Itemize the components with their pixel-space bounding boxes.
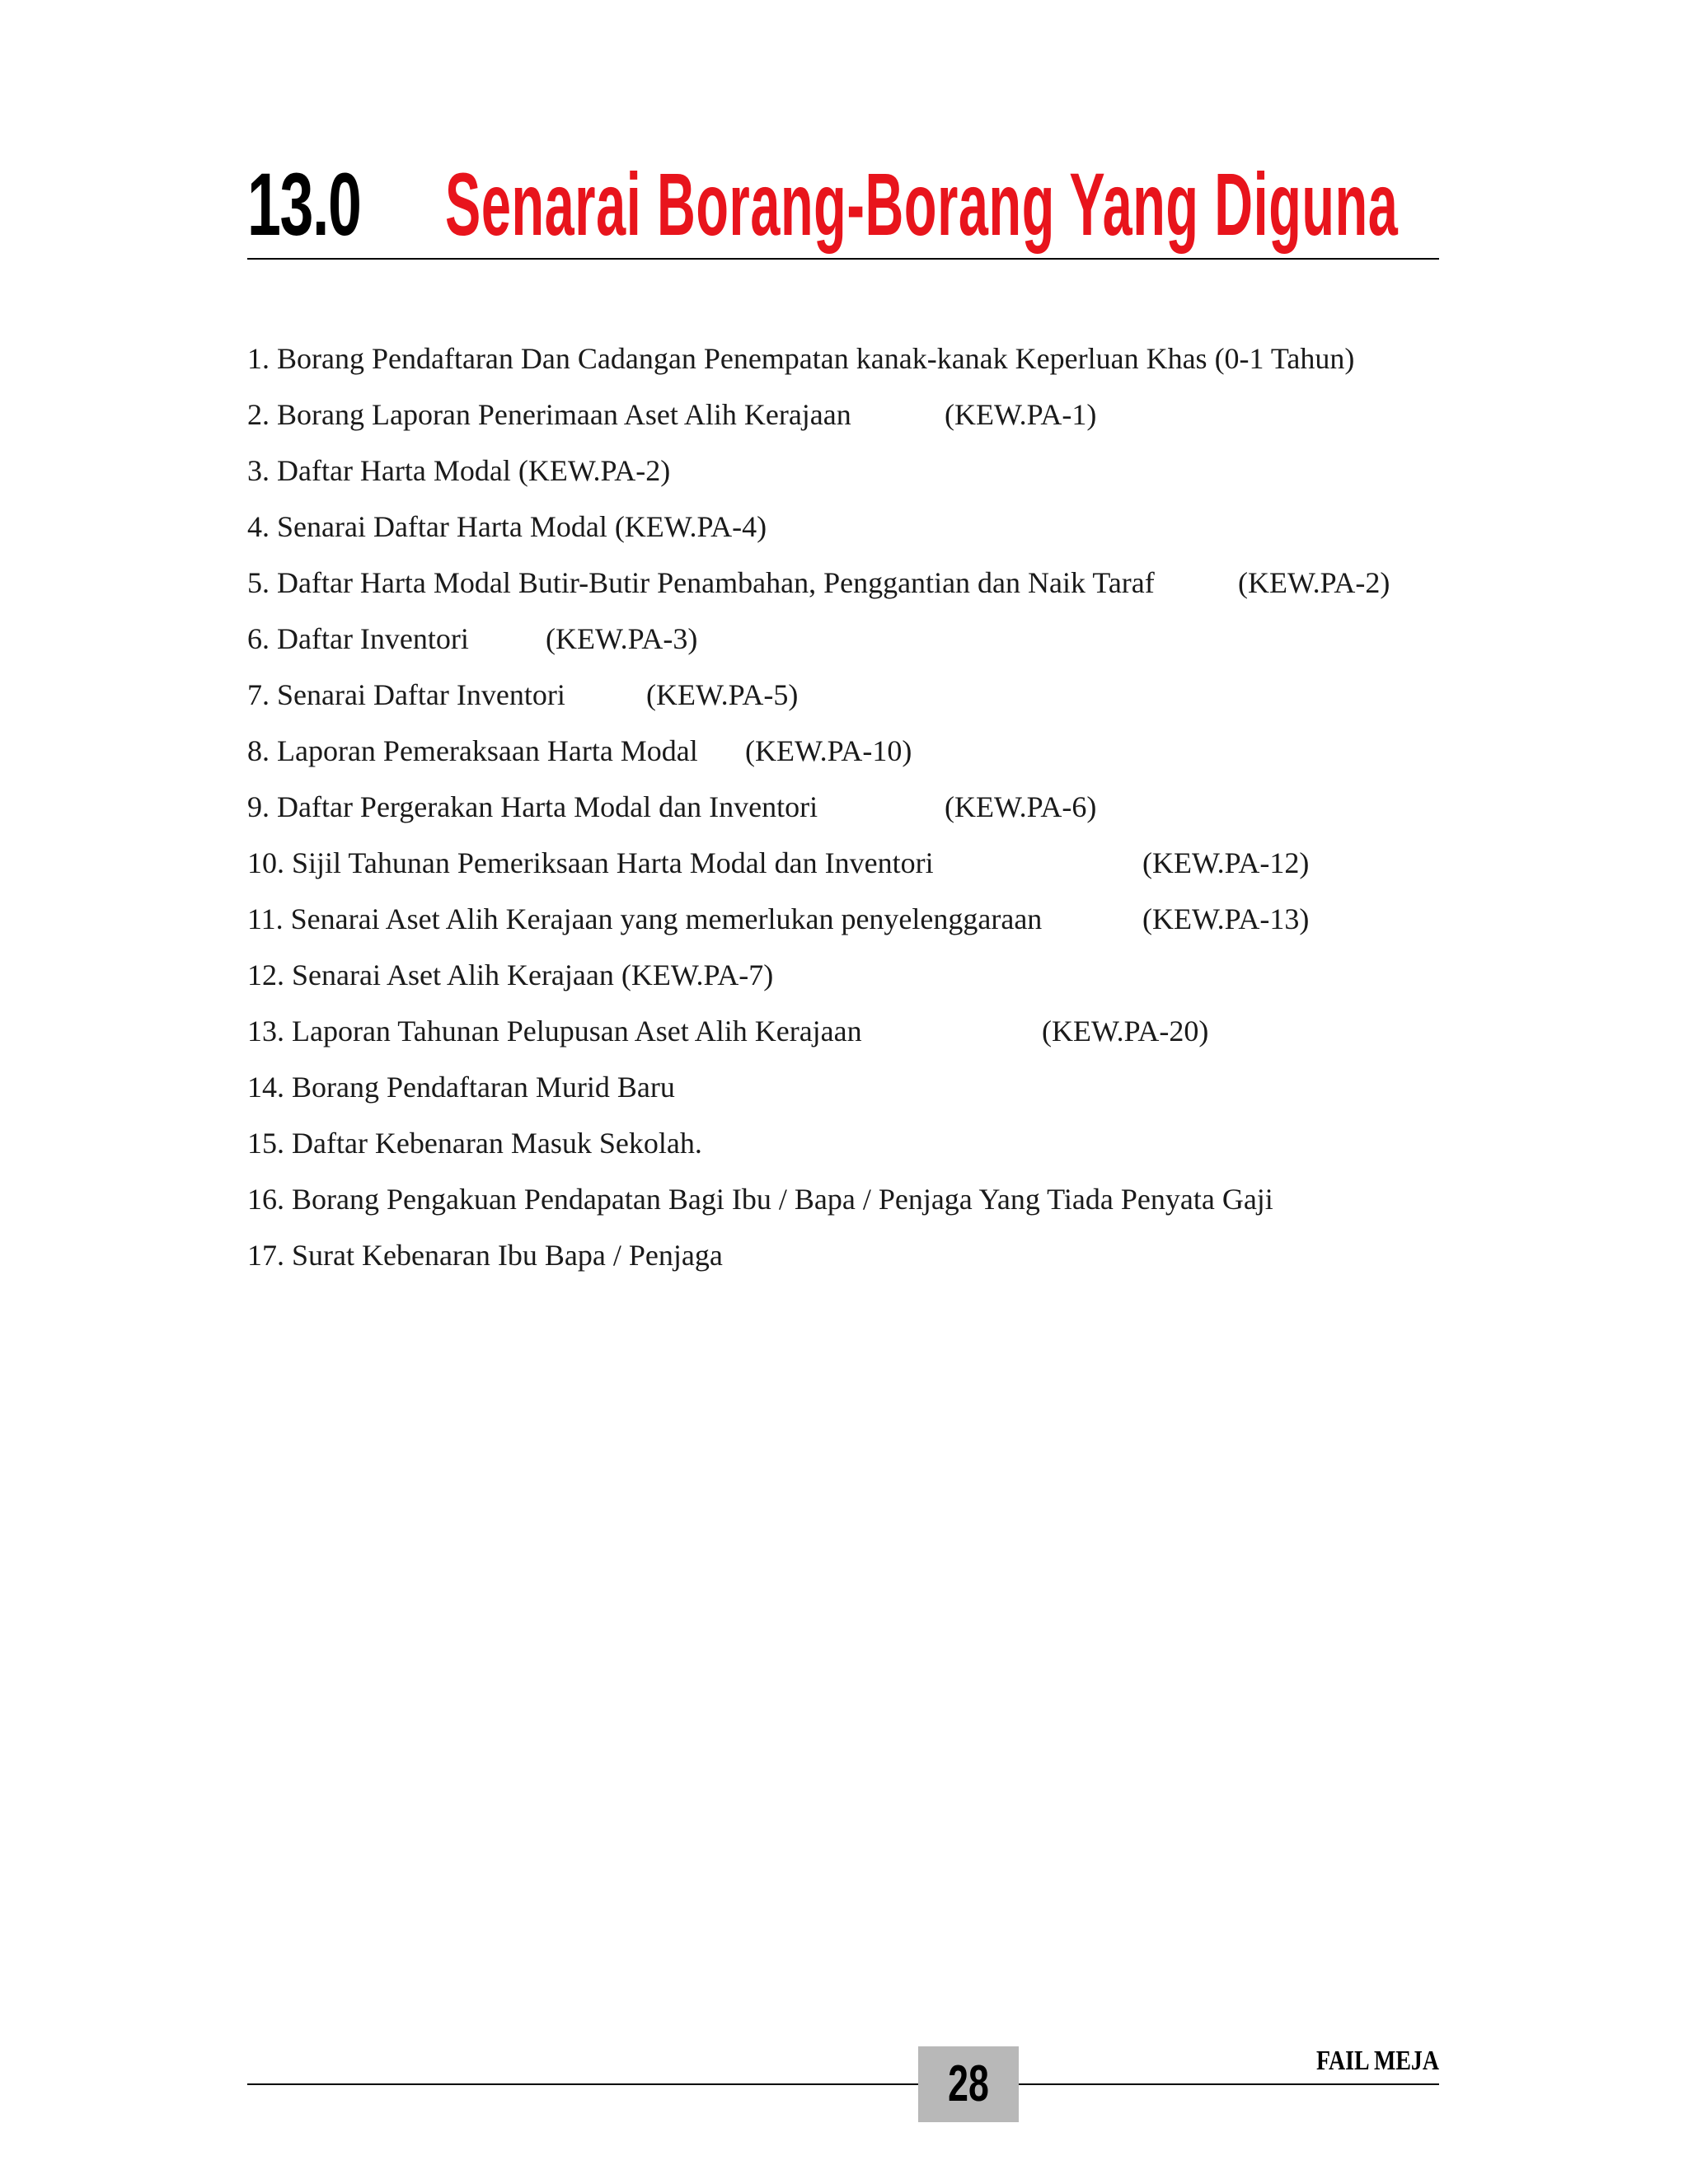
form-item-15 bbox=[247, 1118, 1451, 1174]
form-item-code: (KEW.PA-13) bbox=[1142, 902, 1310, 935]
form-item-text: 9. Daftar Pergerakan Harta Modal dan Inventori bbox=[247, 790, 818, 823]
form-item-9 bbox=[247, 781, 1451, 837]
form-item-text: 6. Daftar Inventori bbox=[247, 622, 469, 655]
form-item-text: 17. Surat Kebenaran Ibu Bapa / Penjaga bbox=[247, 1239, 723, 1272]
form-item-7 bbox=[247, 669, 1451, 725]
form-item-code: (KEW.PA-12) bbox=[1142, 846, 1310, 879]
form-item-11 bbox=[247, 893, 1451, 949]
form-item-code: (KEW.PA-6) bbox=[945, 790, 1097, 823]
form-item-13 bbox=[247, 1005, 1451, 1062]
form-item-code: (KEW.PA-1) bbox=[945, 398, 1097, 431]
form-item-text: 10. Sijil Tahunan Pemeriksaan Harta Modal dan Inventori bbox=[247, 846, 934, 879]
form-item-3 bbox=[247, 445, 1451, 501]
form-item-text: 1. Borang Pendaftaran Dan Cadangan Penempatan kanak-kanak Keperluan Khas (0-1 Tahun) bbox=[247, 342, 1355, 375]
form-item-text: 3. Daftar Harta Modal (KEW.PA-2) bbox=[247, 454, 671, 487]
form-item-4 bbox=[247, 501, 1451, 557]
form-item-code: (KEW.PA-20) bbox=[1042, 1015, 1209, 1047]
section-title: Senarai Borang-Borang Yang Diguna bbox=[445, 154, 1399, 254]
form-item-text: 4. Senarai Daftar Harta Modal (KEW.PA-4) bbox=[247, 510, 767, 543]
form-item-1 bbox=[247, 333, 1451, 389]
form-item-text: 11. Senarai Aset Alih Kerajaan yang memerlukan penyelenggaraan bbox=[247, 902, 1043, 935]
form-item-2 bbox=[247, 389, 1451, 445]
form-item-16 bbox=[247, 1174, 1451, 1230]
form-item-text: 8. Laporan Pemeraksaan Harta Modal bbox=[247, 734, 698, 767]
form-item-text: 2. Borang Laporan Penerimaan Aset Alih Kerajaan bbox=[247, 398, 851, 431]
form-item-text: 7. Senarai Daftar Inventori bbox=[247, 678, 565, 711]
form-item-5 bbox=[247, 557, 1451, 613]
heading-divider bbox=[247, 258, 1439, 260]
form-item-text: 5. Daftar Harta Modal Butir-Butir Penambahan, Penggantian dan Naik Taraf bbox=[247, 566, 1155, 599]
form-item-6 bbox=[247, 613, 1451, 669]
footer-divider bbox=[247, 2083, 1439, 2085]
form-item-text: 13. Laporan Tahunan Pelupusan Aset Alih Kerajaan bbox=[247, 1015, 862, 1047]
form-item-8 bbox=[247, 725, 1451, 781]
page-number-badge bbox=[918, 2046, 1019, 2122]
footer-label: FAIL MEJA bbox=[1316, 2046, 1439, 2076]
forms-list bbox=[247, 333, 1451, 1286]
form-item-text: 15. Daftar Kebenaran Masuk Sekolah. bbox=[247, 1127, 702, 1160]
form-item-12 bbox=[247, 949, 1451, 1005]
section-heading bbox=[247, 154, 1442, 254]
form-item-code: (KEW.PA-3) bbox=[546, 622, 698, 655]
section-number: 13.0 bbox=[247, 154, 361, 254]
form-item-14 bbox=[247, 1062, 1451, 1118]
form-item-10 bbox=[247, 837, 1451, 893]
form-item-text: 12. Senarai Aset Alih Kerajaan (KEW.PA-7) bbox=[247, 958, 774, 991]
form-item-code: (KEW.PA-5) bbox=[646, 678, 799, 711]
form-item-17 bbox=[247, 1230, 1451, 1286]
form-item-code: (KEW.PA-10) bbox=[745, 734, 912, 767]
form-item-code: (KEW.PA-2) bbox=[1238, 566, 1390, 599]
form-item-text: 16. Borang Pengakuan Pendapatan Bagi Ibu / Bapa / Penjaga Yang Tiada Penyata Gaji bbox=[247, 1183, 1273, 1216]
page-number: 28 bbox=[948, 2055, 989, 2112]
form-item-text: 14. Borang Pendaftaran Murid Baru bbox=[247, 1071, 675, 1104]
